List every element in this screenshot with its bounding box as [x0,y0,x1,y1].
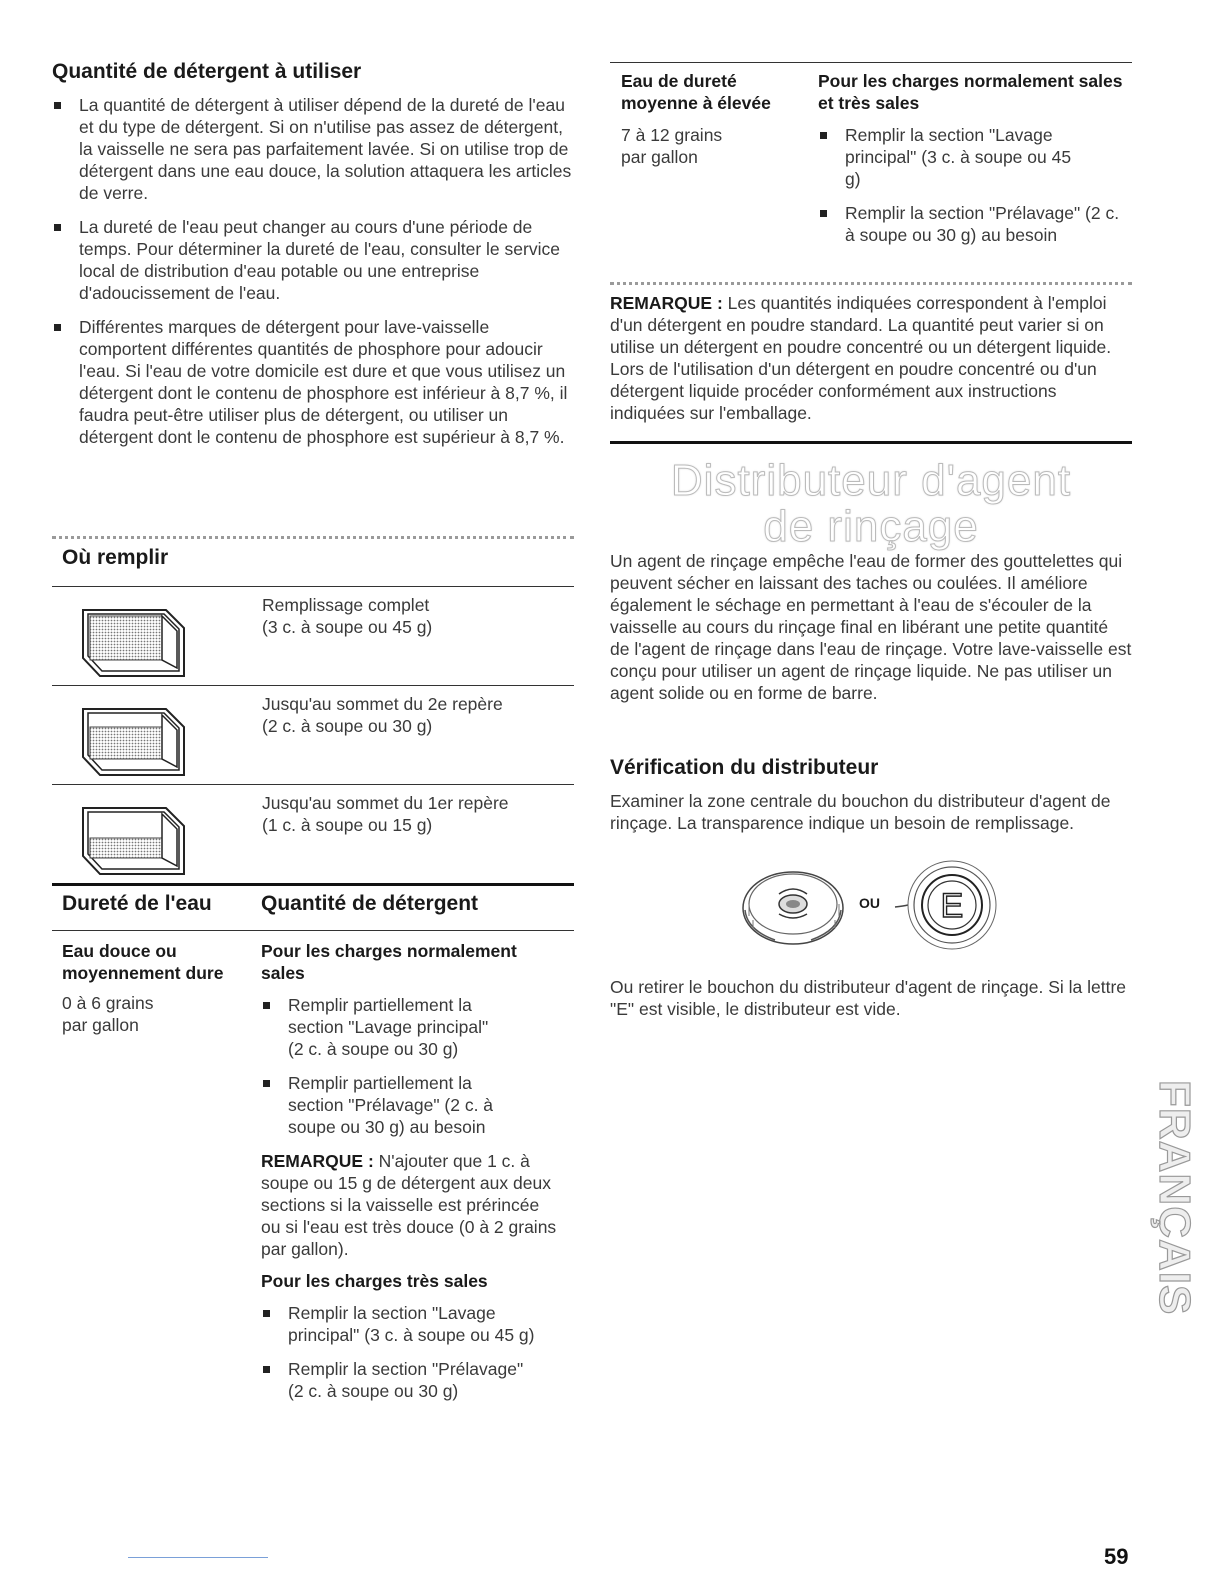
fill-text [262,594,432,638]
soft-water-range: 0 à 6 grains par gallon [62,993,154,1035]
detergent-bullets [52,94,574,448]
cap-letter: E [940,887,964,925]
hard-bullets [818,124,1128,246]
fill-text [262,693,503,737]
dispenser-cap-e-icon [890,855,1015,955]
rinse-title-line: Distributeur d'agent [670,456,1072,505]
remark-detergent-type [610,292,1132,424]
list-item: Remplir la section "Prélavage" (2 c. à soupe ou 30 g) au besoin [818,202,1125,246]
fill-level-label: Jusqu'au sommet du 2e repère [262,694,503,714]
table-head-quantity: Quantité de détergent [261,892,479,915]
remark-text: N'ajouter que 1 c. à soupe ou 15 g de détergent aux deux sections si la vaisselle est prérincée ou si l'eau est très douce (0 à 2 grains par gallon). [261,1151,557,1259]
list-item: Différentes marques de détergent pour lave-vaisselle comportent différentes quantités de phosphore pour adoucir l'eau. Si l'eau de votre domicile est dure et que vous utilisez un détergent dont le contenu de phosphore est inférieur à 8,7 %, il faudra peut-être utiliser plus de détergent, ou utiliser un détergent dont le contenu de phosphore est supérieur à 8,7 %. [52,316,574,448]
hard-water-label: Eau de dureté moyenne à élevée [621,71,771,113]
very-bullets [261,1302,561,1402]
list-item: Remplir la section "Lavage principal" (3 c. à soupe ou 45 g) [818,124,1090,190]
normal-heading: Pour les charges normalement sales [261,941,517,983]
fill-amount: (3 c. à soupe ou 45 g) [262,617,433,637]
rinse-intro: Un agent de rinçage empêche l'eau de former des gouttelettes qui peuvent sécher en laissant des taches ou coulées. Il améliore également le séchage en permettant à l'eau de s'écouler de la vaisselle au cours du rinçage final en libérant une petite quantité de l'agent de rinçage dans l'eau de rinçage. Votre lave-vaisselle est conçu pour utiliser un agent de rinçage liquide. Ne pas utiliser un agent solide ou en forme de barre. [610,551,1132,703]
divider [610,441,1132,444]
divider [52,930,574,931]
check-heading: Vérification du distributeur [610,756,879,779]
soft-water-cell [62,940,242,1036]
soft-water-instructions [261,940,561,1414]
dispenser-cap-icon [735,860,855,950]
divider [52,586,574,587]
fill-row-full [52,588,574,686]
list-item: Remplir partiellement la section "Lavage principal" (2 c. à soupe ou 30 g) [261,994,503,1060]
list-item: La dureté de l'eau peut changer au cours d'une période de temps. Pour déterminer la dureté de l'eau, consulter le service local de distribution d'eau potable ou une entreprise d'adoucissement de l'eau. [52,216,574,304]
fill-level-label: Jusqu'au sommet du 1er repère [262,793,509,813]
remark-label: REMARQUE : [261,1151,374,1171]
fill-heading: Où remplir [62,546,169,569]
normal-bullets [261,994,561,1138]
or-label: OU [859,895,880,911]
dispenser-full-icon [80,598,190,678]
hard-water-range: 7 à 12 grains par gallon [621,125,723,167]
divider [52,784,574,785]
list-item: Remplir la section "Lavage principal" (3 c. à soupe ou 45 g) [261,1302,538,1346]
fill-amount: (2 c. à soupe ou 30 g) [262,716,433,736]
table-head-hardness: Dureté de l'eau [62,892,212,915]
hard-water-cell [621,70,806,168]
detergent-heading: Quantité de détergent à utiliser [52,60,362,83]
rinse-title [610,458,1132,550]
language-side-tab [1140,1080,1200,1340]
list-item: Remplir partiellement la section "Prélavage" (2 c. à soupe ou 30 g) au besoin [261,1072,503,1138]
fill-amount: (1 c. à soupe ou 15 g) [262,815,433,835]
dispenser-first-mark-icon [80,796,190,876]
divider [52,685,574,686]
hard-heading: Pour les charges normalement sales et très sales [818,71,1123,113]
fill-text [262,792,509,836]
hard-water-instructions [818,70,1128,258]
list-item: Remplir la section "Prélavage" (2 c. à soupe ou 30 g) [261,1358,538,1402]
remark-label: REMARQUE : [610,293,723,313]
page-number: 59 [1104,1544,1129,1569]
bottom-rule [128,1557,268,1558]
fill-row-first-mark [52,786,574,884]
remark [261,1150,561,1260]
dispenser-second-mark-icon [80,697,190,777]
divider [610,62,1132,63]
rinse-title-line: de rinçage [763,502,979,551]
very-heading: Pour les charges très sales [261,1271,488,1291]
divider [52,536,574,539]
side-tab-label: FRANÇAIS [1150,1080,1199,1316]
fill-row-second-mark [52,687,574,785]
remove-cap-text: Ou retirer le bouchon du distributeur d'agent de rinçage. Si la lettre "E" est visible, le distributeur est vide. [610,977,1127,1019]
remark-text: Les quantités indiquées correspondent à l'emploi d'un détergent en poudre standard. La quantité peut varier si on utilise un détergent en poudre concentré ou un détergent liquide. Lors de l'utilisation d'un détergent en poudre concentré ou d'un détergent liquide procéder conformément aux instructions indiquées sur l'emballage. [610,293,1112,423]
soft-water-label: Eau douce ou moyennement dure [62,941,224,983]
list-item: La quantité de détergent à utiliser dépend de la dureté de l'eau et du type de détergent. Si on n'utilise pas assez de détergent, la vaisselle ne sera pas parfaitement lavée. Si on utilise trop de détergent dans une eau douce, la solution attaquera les articles de verre. [52,94,574,204]
check-text: Examiner la zone centrale du bouchon du distributeur d'agent de rinçage. La transparence indique un besoin de remplissage. [610,791,1111,833]
fill-level-label: Remplissage complet [262,595,430,615]
divider [610,282,1132,285]
divider [52,883,574,886]
detergent-section [52,60,574,460]
